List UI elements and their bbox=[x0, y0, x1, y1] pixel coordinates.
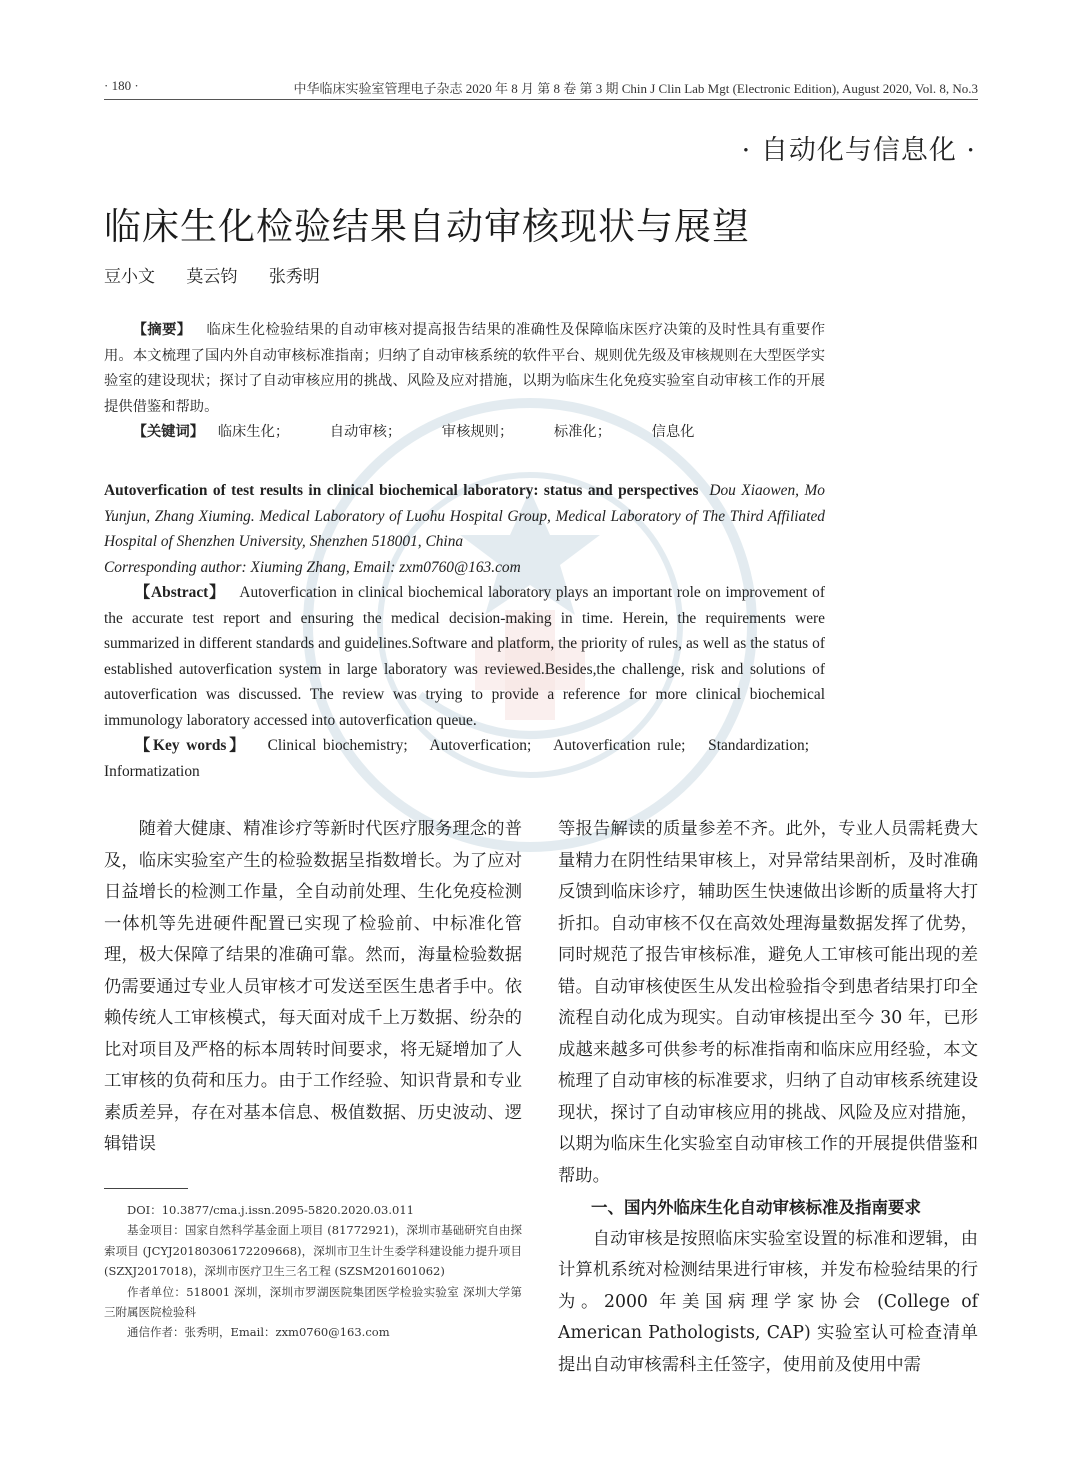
english-abstract-label: 【Abstract】 bbox=[134, 584, 226, 601]
doi-note: DOI：10.3877/cma.j.issn.2095-5820.2020.03.011 bbox=[127, 1203, 414, 1217]
affiliation-note: 作者单位：518001 深圳，深圳市罗湖医院集团医学检验实验室 深圳大学第三附属医院检验科 bbox=[104, 1284, 522, 1320]
english-abstract bbox=[104, 478, 825, 784]
page-number: · 180 · bbox=[104, 78, 139, 93]
keyword: 自动审核； bbox=[329, 424, 402, 440]
keywords-line bbox=[104, 420, 825, 446]
body-paragraph: 随着大健康、精准诊疗等新时代医疗服务理念的普及，临床实验室产生的检验数据呈指数增长。为了应对日益增长的检测工作量，全自动前处理、生化免疫检测一体机等先进硬件配置已实现了检验前、中标准化管理，极大保障了结果的准确可靠。然而，海量检验数据仍需要通过专业人员审核才可发送至医生患者手中。依赖传统人工审核模式，每天面对成千上万数据、纷杂的比对项目及严格的标本周转时间要求，将无疑增加了人工审核的负荷和压力。由于工作经验、知识背景和专业素质差异，存在对基本信息、极值数据、历史波动、逻辑错误 bbox=[104, 819, 522, 1154]
english-keyword: Standardization; bbox=[708, 737, 810, 754]
author: 莫云钧 bbox=[186, 267, 238, 287]
abstract-text: 临床生化检验结果的自动审核对提高报告结果的准确性及保障临床医疗决策的及时性具有重要作用。本文梳理了国内外自动审核标准指南；归纳了自动审核系统的软件平台、规则优先级及审核规则在大型医学实验室的建设现状；探讨了自动审核应用的挑战、风险及应对措施，以期为临床生化免疫实验室自动审核工作的开展提供借鉴和帮助。 bbox=[104, 322, 825, 415]
english-keyword: Informatization bbox=[104, 762, 200, 780]
english-authors-affiliation: Dou Xiaowen, Mo Yunjun, Zhang Xiuming. Medical Laboratory of Luohu Hospital Group, Medical Laboratory of The Third Affiliated Hospital of Shenzhen University, Shenzhen 518001, China bbox=[104, 482, 825, 550]
body-column-right bbox=[558, 814, 978, 1381]
english-keyword: Autoverfication; bbox=[429, 737, 532, 754]
running-header bbox=[104, 76, 978, 98]
english-abstract-text: Autoverfication in clinical biochemical laboratory plays an important role on improvement of the accurate test report and ensuring the medical decision-making in time. Herein, the requirements were summarized in different standards and guidelines.Software and platform, the priority of rules, as well as the status of established autoverfication system in large laboratory was reviewed.Besides,the challenge, risk and solutions of autoverfication was discussed. The review was trying to provide a reference for more clinical biochemical immunology laboratory accessed into autoverfication queue. bbox=[104, 584, 826, 729]
english-title: Autoverfication of test results in clinical biochemical laboratory: status and perspectives bbox=[104, 482, 699, 499]
body-paragraph: 等报告解读的质量参差不齐。此外，专业人员需耗费大量精力在阴性结果审核上，对异常结果剖析，及时准确反馈到临床诊疗，辅助医生快速做出诊断的质量将大打折扣。自动审核不仅在高效处理海量数据发挥了优势，同时规范了报告审核标准，避免人工审核可能出现的差错。自动审核使医生从发出检验指令到患者结果打印全流程自动化成为现实。自动审核提出至今 30 年，已形成越来越多可供参考的标准指南和临床应用经验，本文梳理了自动审核的标准要求，归纳了自动审核系统建设现状，探讨了自动审核应用的挑战、风险及应对措施，以期为临床生化实验室自动审核工作的开展提供借鉴和帮助。 bbox=[558, 819, 978, 1186]
corresponding-note: 通信作者：张秀明，Email：zxm0760@163.com bbox=[127, 1325, 390, 1340]
english-keyword: Clinical biochemistry; bbox=[267, 737, 408, 754]
journal-running-head: 中华临床实验室管理电子杂志 2020 年 8 月 第 8 卷 第 3 期 Chin J Clin Lab Mgt (Electronic Edition), August 2020, Vol. 8, No.3 bbox=[293, 81, 978, 96]
footnote-divider bbox=[104, 1188, 188, 1189]
author: 豆小文 bbox=[104, 267, 155, 287]
keyword: 审核规则； bbox=[441, 424, 514, 440]
keyword: 标准化； bbox=[553, 424, 611, 440]
body-column-left bbox=[104, 814, 522, 1161]
section-heading: 一、国内外临床生化自动审核标准及指南要求 bbox=[591, 1198, 921, 1217]
body-paragraph: 自动审核是按照临床实验室设置的标准和逻辑，由计算机系统对检测结果进行审核，并发布检验结果的行为。2000 年美国病理学家协会 (College of American Pathologists, CAP) 实验室认可检查清单提出自动审核需科主任签字，使用前及使用中需 bbox=[558, 1228, 978, 1375]
column-tag: · 自动化与信息化 · bbox=[741, 135, 976, 166]
english-keywords-label: 【Key words】 bbox=[134, 737, 248, 754]
author: 张秀明 bbox=[268, 267, 320, 287]
footnotes bbox=[104, 1200, 522, 1343]
article-title: 临床生化检验结果自动审核现状与展望 bbox=[104, 205, 750, 248]
english-corresponding: Corresponding author: Xiuming Zhang, Email: zxm0760@163.com bbox=[104, 558, 521, 576]
english-keyword: Autoverfication rule; bbox=[553, 737, 686, 754]
keyword: 信息化 bbox=[651, 424, 695, 440]
chinese-abstract bbox=[104, 318, 825, 446]
keyword: 临床生化； bbox=[217, 424, 290, 440]
abstract-label: 【摘要】 bbox=[132, 322, 192, 338]
keywords-label: 【关键词】 bbox=[132, 424, 205, 440]
header-divider bbox=[104, 99, 978, 100]
english-keywords-line bbox=[104, 733, 825, 784]
funding-note: 基金项目：国家自然科学基金面上项目 (81772921)，深圳市基础研究自由探索项目 (JCYJ20180306172209668)，深圳市卫生计生委学科建设能力提升项目 (SZXJ2017018)，深圳市医疗卫生三名工程 (SZSM201601062) bbox=[104, 1223, 522, 1279]
author-list bbox=[104, 262, 346, 287]
